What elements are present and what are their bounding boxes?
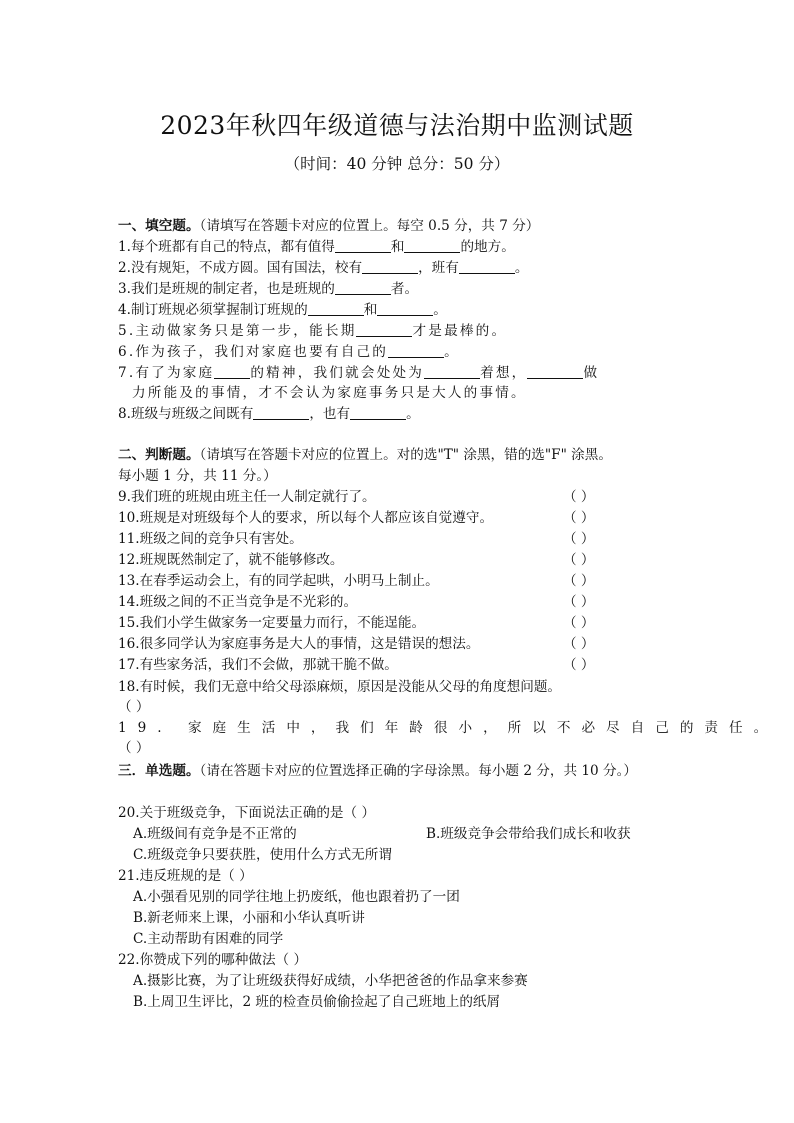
answer-blank[interactable] bbox=[388, 343, 444, 358]
question-15: 15.我们小学生做家务一定要量力而行，不能逞能。 bbox=[118, 615, 426, 631]
answer-blank[interactable] bbox=[214, 364, 250, 379]
answer-blank[interactable] bbox=[308, 301, 364, 316]
section3-instruction: （请在答题卡对应的位置选择正确的字母涂黑。每小题 2 分，共 10 分。） bbox=[199, 763, 638, 779]
option-20-c[interactable]: C.班级竞争只要获胜，使用什么方式无所谓 bbox=[133, 847, 392, 863]
answer-parenthesis[interactable]: （ ） bbox=[563, 615, 595, 631]
option-22-b[interactable]: B.上周卫生评比，2 班的检查员偷偷捡起了自己班地上的纸屑 bbox=[133, 994, 501, 1010]
section2-heading: 二、判断题。 bbox=[118, 447, 200, 463]
question-18: 18.有时候，我们无意中给父母添麻烦，原因是没能从父母的角度想问题。 bbox=[118, 679, 562, 695]
question-7: 7.有了为家庭 的精神，我们就会处处为 着想， 做 bbox=[118, 365, 598, 381]
answer-blank[interactable] bbox=[377, 301, 433, 316]
question-2: 2.没有规矩，不成方圆。国有国法，校有 ，班有 。 bbox=[118, 260, 529, 276]
answer-parenthesis[interactable]: （ ） bbox=[118, 740, 150, 756]
section1-header bbox=[118, 216, 678, 236]
question-5: 5.主动做家务只是第一步，能长期 才是最棒的。 bbox=[118, 323, 508, 339]
answer-blank[interactable] bbox=[404, 238, 460, 253]
question-17: 17.有些家务活，我们不会做，那就干脆不做。 bbox=[118, 657, 398, 673]
question-4: 4.制订班规必须掌握制订班规的 和 。 bbox=[118, 302, 447, 318]
question-12: 12.班规既然制定了，就不能够修改。 bbox=[118, 552, 344, 568]
section3-heading: 三．单选题。 bbox=[118, 763, 200, 779]
question-1: 1.每个班都有自己的特点，都有值得 和 的地方。 bbox=[118, 239, 515, 255]
section3-header bbox=[118, 761, 678, 781]
answer-blank[interactable] bbox=[253, 405, 309, 420]
option-21-a[interactable]: A.小强看见别的同学往地上扔废纸，他也跟着扔了一团 bbox=[133, 889, 460, 905]
option-20-a[interactable]: A.班级间有竞争是不正常的 bbox=[133, 826, 297, 842]
time-score-info: （时间：40 分钟 总分：50 分） bbox=[284, 155, 510, 173]
question-8: 8.班级与班级之间既有 ，也有 。 bbox=[118, 406, 420, 422]
option-21-b[interactable]: B.新老师来上课，小丽和小华认真听讲 bbox=[133, 910, 365, 926]
answer-parenthesis[interactable]: （ ） bbox=[118, 699, 150, 715]
question-22: 22.你赞成下列的哪种做法（ ） bbox=[118, 952, 308, 968]
answer-parenthesis[interactable]: （ ） bbox=[563, 573, 595, 589]
question-7-cont: 力所能及的事情，才不会认为家庭事务只是大人的事情。 bbox=[132, 385, 527, 401]
answer-blank[interactable] bbox=[527, 364, 583, 379]
option-22-a[interactable]: A.摄影比赛，为了让班级获得好成绩，小华把爸爸的作品拿来参赛 bbox=[133, 973, 528, 989]
answer-blank[interactable] bbox=[350, 405, 406, 420]
question-9: 9.我们班的班规由班主任一人制定就行了。 bbox=[118, 489, 376, 505]
question-11: 11.班级之间的竞争只有害处。 bbox=[118, 531, 303, 547]
answer-parenthesis[interactable]: （ ） bbox=[563, 531, 595, 547]
answer-blank[interactable] bbox=[335, 280, 391, 295]
option-20-b[interactable]: B.班级竞争会带给我们成长和收获 bbox=[426, 826, 631, 842]
answer-parenthesis[interactable]: （ ） bbox=[563, 657, 595, 673]
answer-parenthesis[interactable]: （ ） bbox=[563, 636, 595, 652]
answer-blank[interactable] bbox=[424, 364, 480, 379]
question-19: 19. 家庭生活中，我们年龄很小，所以不必尽自己的责任。 bbox=[118, 720, 779, 736]
answer-blank[interactable] bbox=[459, 259, 515, 274]
answer-blank[interactable] bbox=[362, 259, 418, 274]
section1-heading: 一、填空题。 bbox=[118, 218, 200, 234]
question-14: 14.班级之间的不正当竞争是不光彩的。 bbox=[118, 594, 358, 610]
answer-parenthesis[interactable]: （ ） bbox=[563, 489, 595, 505]
question-13: 13.在春季运动会上，有的同学起哄，小明马上制止。 bbox=[118, 573, 439, 589]
question-21: 21.违反班规的是（ ） bbox=[118, 868, 253, 884]
answer-blank[interactable] bbox=[356, 322, 412, 337]
answer-parenthesis[interactable]: （ ） bbox=[563, 552, 595, 568]
question-3: 3.我们是班规的制定者，也是班规的 者。 bbox=[118, 281, 419, 297]
section2-instruction: （请填写在答题卡对应的位置上。对的选"T" 涂黑，错的选"F" 涂黑。 bbox=[199, 447, 612, 463]
section2-instruction-cont: 每小题 1 分，共 11 分。） bbox=[118, 468, 277, 484]
answer-parenthesis[interactable]: （ ） bbox=[563, 594, 595, 610]
option-21-c[interactable]: C.主动帮助有困难的同学 bbox=[133, 931, 284, 947]
question-16: 16.很多同学认为家庭事务是大人的事情，这是错误的想法。 bbox=[118, 636, 480, 652]
question-20: 20.关于班级竞争，下面说法正确的是（ ） bbox=[118, 805, 376, 821]
page-title: 2023年秋四年级道德与法治期中监测试题 bbox=[160, 111, 634, 140]
question-6: 6.作为孩子，我们对家庭也要有自己的 。 bbox=[118, 344, 458, 360]
question-10: 10.班规是对班级每个人的要求，所以每个人都应该自觉遵守。 bbox=[118, 510, 494, 526]
answer-parenthesis[interactable]: （ ） bbox=[563, 510, 595, 526]
section1-instruction: （请填写在答题卡对应的位置上。每空 0.5 分，共 7 分） bbox=[199, 218, 540, 234]
section2-header bbox=[118, 445, 678, 465]
answer-blank[interactable] bbox=[335, 238, 391, 253]
